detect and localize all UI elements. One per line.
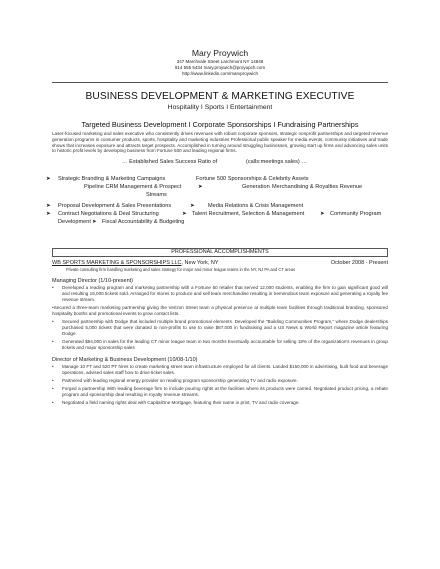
skill-item: Fiscal Accountability & Budgeting bbox=[102, 219, 185, 226]
skill-item: Talent Recruitment, Selection & Management bbox=[192, 211, 305, 218]
header-divider bbox=[52, 82, 388, 83]
skill-item: Streams bbox=[146, 192, 167, 199]
accomplishment-item: • Partnered with leading regional energy provider on reading program sponsorship generating TV and radio exposure. bbox=[52, 377, 298, 383]
job-dates: October 2008 - Present bbox=[330, 260, 388, 267]
bullet-icon: • bbox=[52, 339, 54, 345]
skills-grid bbox=[46, 176, 388, 248]
address: 347 Marchvale Street Larchmont NY 14848 bbox=[176, 59, 264, 64]
arrow-bullet-icon: ➤ bbox=[46, 203, 51, 210]
skill-item: Merchandising & Royalties Revenue bbox=[272, 184, 363, 191]
skill-item: Generation bbox=[242, 184, 270, 191]
arrow-bullet-icon: ➤ bbox=[182, 211, 187, 218]
phone-email: 914 555 5434 mary.proywich@proyupch.com bbox=[174, 65, 266, 71]
accomplishment-item: • Manage 10 FT and 520 PT hires to create marketing street team infrastructure employed for all clients. Landed $150,000 in advertising, built food and beverage operations, advised sales staff how to drive ticket sales. bbox=[52, 363, 388, 375]
arrow-bullet-icon: ➤ bbox=[198, 184, 203, 191]
bullet-icon: • bbox=[52, 305, 54, 311]
accomplishment-item: • Forged a partnership With leading beverage firm to include pouring rights at the facilities where its products were carried. Negotiated product pricing, a rebate program and sponsorship deal resulting in royalty revenue streams. bbox=[52, 385, 388, 397]
resume-header bbox=[52, 0, 388, 78]
bullet-icon: • bbox=[52, 319, 54, 325]
ratio-left: … Established Sales Success Ratio of bbox=[122, 159, 218, 166]
headline-title: BUSINESS DEVELOPMENT & MARKETING EXECUTIVE bbox=[85, 90, 355, 102]
company-line bbox=[52, 260, 388, 267]
company-location: , New York, NY bbox=[181, 260, 219, 267]
skill-item: Contract Negotiations & Deal Structuring bbox=[58, 211, 159, 218]
skill-item: Pipeline CRM Management & Prospect bbox=[84, 184, 182, 191]
skill-item: Community Program bbox=[330, 211, 382, 218]
skill-item: Proposal Development & Sales Presentations bbox=[58, 203, 172, 210]
accomplishment-item: • Developed a reading program and marketing partnership with a Fortune 50 retailer that served 12,000 students, enabling the firm to gain significant good will and resulting 16,000 tickets sold. Arranged for stores to produce and sell team merchandise resulting in tremendous team exposure and generating a royalty fee revenue stream. bbox=[52, 285, 388, 303]
company-name: WB SPORTS MARKETING & SPONSORSHIPS LLC bbox=[52, 260, 182, 267]
bullet-icon: • bbox=[52, 399, 54, 405]
ratio-right: (calls:meetings sales) … bbox=[246, 159, 307, 166]
arrow-bullet-icon: ➤ bbox=[92, 219, 97, 226]
arrow-bullet-icon: ➤ bbox=[46, 211, 51, 218]
sales-ratio-line bbox=[52, 159, 388, 166]
skill-item: Fortune 500 Sponsorships & Celebrity Assets bbox=[196, 176, 309, 183]
role-title-managing-director: Managing Director (1/10-present) bbox=[52, 278, 134, 285]
accomplishment-item: • Secured partnership with Dodge that included multiple brand promotional elements. Developed the "Building Communities Program," where Dodge dealerships purchased 5,000 tickets that were donated to non-profits to use to raise $87,000 in fundraising and a US News & World Report magazine article featuring Dodge. bbox=[52, 319, 388, 337]
bullet-icon: • bbox=[52, 285, 54, 291]
accomplishment-item: • Generated $84,000 in sales for the leading CT minor league team in two months Eventually accountable for selling 18% of the organization's revenues in group tickets and major sponsorship sales bbox=[52, 339, 388, 350]
section-title-box: PROFESSIONAL ACCOMPLISHMENTS bbox=[52, 248, 388, 257]
headline-subtitle: Hospitality I Sports I Entertainment bbox=[167, 103, 273, 111]
linkedin-link[interactable]: http://www.linkedin.com/marvproywich bbox=[181, 71, 259, 77]
accomplishment-item: • Negotiated a field naming rights deal with CapitalOne Mortgage, featuring their name in print, TV and radio coverage. bbox=[52, 399, 300, 405]
summary-paragraph: Laser-focused marketing and sales executive who consistently drives revenues with robust corporate sponsors, strategic nonprofit partnerships and targeted revenue generation programs in consumer products, sports, hospitality and marketing industries Professional public speaker for media events, community initiatives and trade shows that increases exposure and attracts target prospects. Accomplished in turning around struggling businesses, growing start up firms and advancing sales units to historic profit levels by developing business from Fortune 500 and leading regional firms. bbox=[52, 130, 388, 154]
bullet-icon: • bbox=[52, 377, 54, 383]
bullet-icon: • bbox=[52, 363, 54, 369]
skill-item: Strategic Branding & Marketing Campaigns bbox=[58, 176, 166, 183]
arrow-bullet-icon: ➤ bbox=[320, 211, 325, 218]
arrow-bullet-icon: ➤ bbox=[190, 203, 195, 210]
skill-item: Media Relations & Crisis Management bbox=[208, 203, 304, 210]
skill-item: Development bbox=[58, 219, 91, 226]
arrow-bullet-icon: ➤ bbox=[46, 176, 51, 183]
accomplishment-item: •Secured a three-team marketing partnership giving the Verizon Street team a physical presence at multiple team facilities through traditional branding, sponsored hospitality booths and promotional events to grow contact lists. bbox=[52, 305, 388, 317]
targeted-line: Targeted Business Development I Corporate Sponsorships I Fundraising Partnerships bbox=[81, 119, 359, 129]
role-title-director: Director of Marketing & Business Development (10/08-1/10) bbox=[52, 356, 198, 363]
bullet-icon: • bbox=[52, 385, 54, 391]
candidate-name: Mary Proywich bbox=[191, 48, 249, 58]
company-description: P/ivate consulting firm handling marketing and sales strategy for major and minor league teams in the NY, NJ PA and CT areas bbox=[66, 267, 296, 273]
